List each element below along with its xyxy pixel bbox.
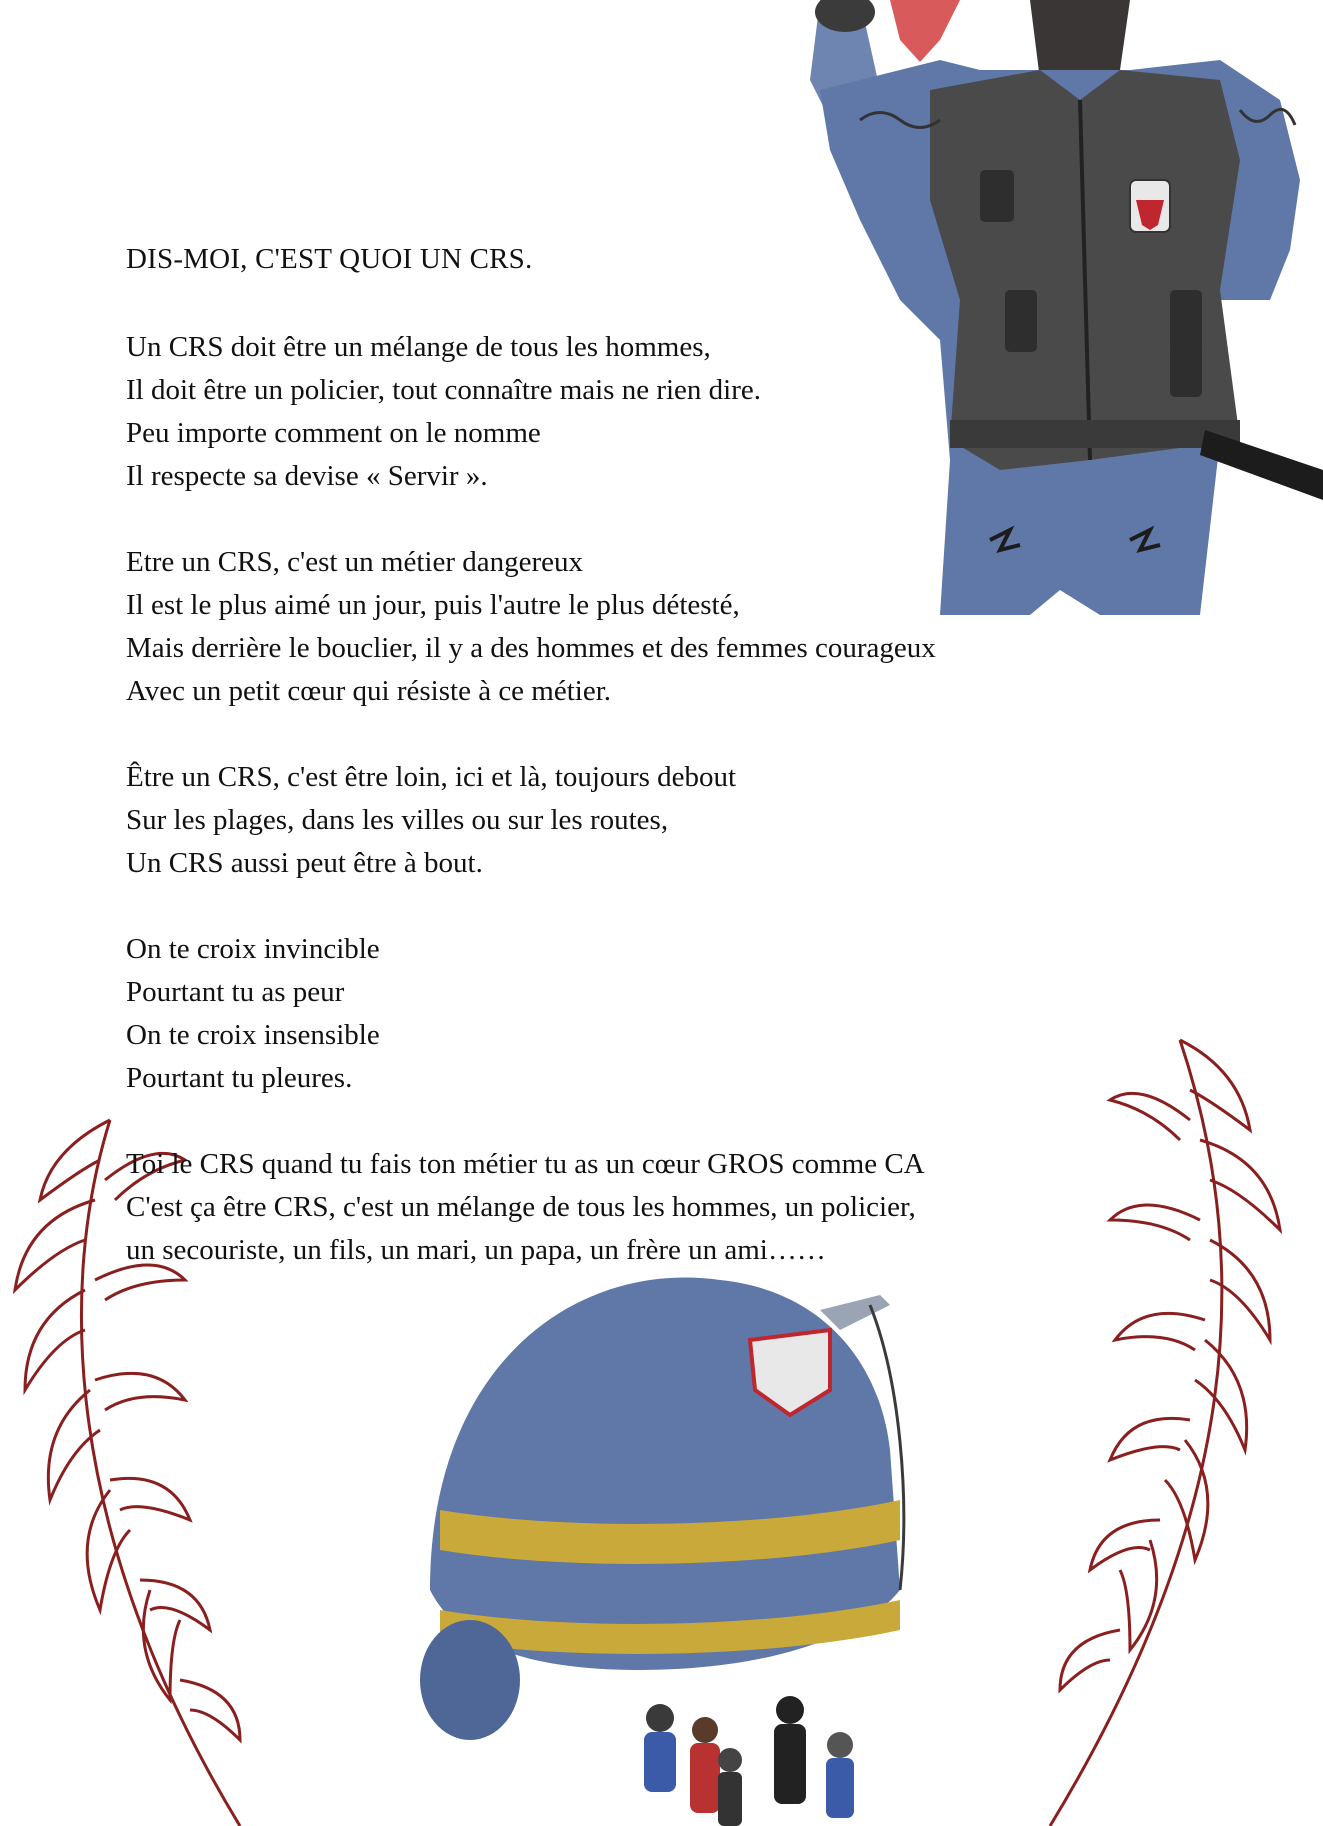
stanza-1 <box>126 326 1206 498</box>
stanza-5 <box>126 1143 1206 1272</box>
stanza-3 <box>126 756 1206 885</box>
poem-line: Un CRS aussi peut être à bout. <box>126 847 483 879</box>
stanza-2 <box>126 541 1206 713</box>
poem-title: DIS-MOI, C'EST QUOI UN CRS. <box>126 243 533 275</box>
poem-line: Il est le plus aimé un jour, puis l'autre le plus détesté, <box>126 589 740 621</box>
poem-line: On te croix insensible <box>126 1019 380 1051</box>
stanza-4 <box>126 928 1206 1100</box>
poem-line: Un CRS doit être un mélange de tous les hommes, <box>126 331 711 363</box>
poem-line: Être un CRS, c'est être loin, ici et là, toujours debout <box>126 761 737 793</box>
poem-line: Sur les plages, dans les villes ou sur les routes, <box>126 804 669 836</box>
poem-line: Toi le CRS quand tu fais ton métier tu as un cœur GROS comme CA <box>126 1148 925 1180</box>
poem-line: Avec un petit cœur qui résiste à ce métier. <box>126 675 612 707</box>
poem-line: Il respecte sa devise « Servir ». <box>126 460 488 492</box>
poem-line: On te croix invincible <box>126 933 380 965</box>
poem-line: Pourtant tu pleures. <box>126 1062 353 1094</box>
poem-line: Mais derrière le bouclier, il y a des hommes et des femmes courageux <box>126 632 936 664</box>
poem <box>126 238 1206 1315</box>
poem-line: Il doit être un policier, tout connaître mais ne rien dire. <box>126 374 762 406</box>
poem-line: un secouriste, un fils, un mari, un papa, un frère un ami…… <box>126 1234 826 1266</box>
poem-line: Pourtant tu as peur <box>126 976 345 1008</box>
poem-line: Etre un CRS, c'est un métier dangereux <box>126 546 584 578</box>
poem-line: Peu importe comment on le nomme <box>126 417 541 449</box>
poem-line: C'est ça être CRS, c'est un mélange de tous les hommes, un policier, <box>126 1191 916 1223</box>
